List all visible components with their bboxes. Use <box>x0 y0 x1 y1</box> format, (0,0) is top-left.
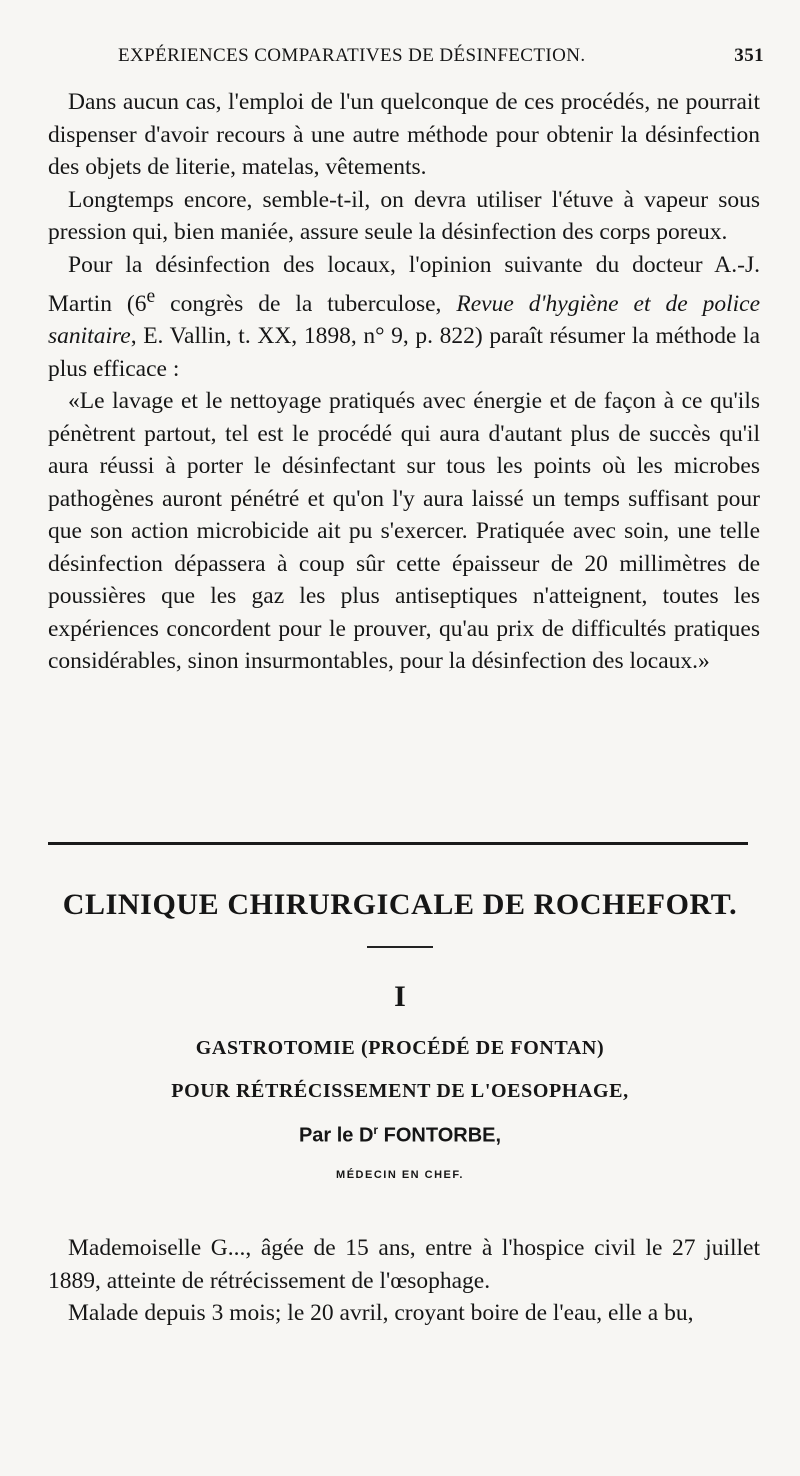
article-number: I <box>394 980 406 1013</box>
bottom-text-block <box>48 1232 760 1330</box>
author-name: FONTORBE, <box>378 1124 502 1147</box>
quotation-paragraph: «Le lavage et le nettoyage pratiqués avec énergie et de façon à ce qu'ils pénètrent partout, tel est le procédé qui aura d'autant plus de succès qu'il aura réussi à porter le désinfectant sur tous les points où les microbes pathogènes auront pénétré et qu'on l'y aura laissé un temps suffisant pour que son action microbicide ait pu s'exercer. Pratiquée avec soin, une telle désinfection dépassera à coup sûr cette épaisseur de 20 millimètres de poussières que les gaz les plus antiseptiques n'atteignent, toutes les expériences concordent pour le prouver, qu'au prix de difficultés pratiques considérables, sinon insurmontables, pour la désinfection des locaux.» <box>48 388 760 675</box>
running-title: EXPÉRIENCES COMPARATIVES DE DÉSINFECTION. <box>118 45 586 66</box>
top-text-block <box>48 86 760 678</box>
short-divider <box>367 946 433 948</box>
byline-superscript: r <box>373 1123 379 1137</box>
paragraph-1: Dans aucun cas, l'emploi de l'un quelconque de ces procédés, ne pourrait dispenser d'avoir recours à une autre méthode pour obtenir la désinfection des objets de literie, matelas, vêtements. <box>48 89 760 180</box>
paragraph-3 <box>48 249 760 386</box>
paragraph-3-part-c: , E. Vallin, t. XX, 1898, n° 9, p. 822) paraît résumer la méthode la plus efficace : <box>48 323 760 382</box>
page-number: 351 <box>734 45 764 66</box>
case-paragraph-2: Malade depuis 3 mois; le 20 avril, croyant boire de l'eau, elle a bu, <box>68 1300 694 1326</box>
case-paragraph-1: Mademoiselle G..., âgée de 15 ans, entre à l'hospice civil le 27 juillet 1889, atteinte de rétrécissement de l'œsophage. <box>48 1235 760 1294</box>
byline <box>0 1123 800 1148</box>
byline-prefix: Par le D <box>298 1124 374 1147</box>
section-title: CLINIQUE CHIRURGICALE DE ROCHEFORT. <box>62 888 738 921</box>
paragraph-2: Longtemps encore, semble-t-il, on devra utiliser l'étuve à vapeur sous pression qui, bien maniée, assure seule la désinfection des corps poreux. <box>48 186 760 245</box>
journal-title: Revue d'hygiène et de police sanitaire <box>48 290 760 350</box>
author-rank: MÉDECIN EN CHEF. <box>336 1169 464 1181</box>
section-divider <box>48 842 748 845</box>
article-title-line-1: GASTROTOMIE (PROCÉDÉ DE FONTAN) <box>195 1037 605 1059</box>
ordinal-superscript: e <box>146 286 156 307</box>
paragraph-3-part-b: congrès de la tuberculose, <box>155 290 457 317</box>
article-title-line-2: POUR RÉTRÉCISSEMENT DE L'OESOPHAGE, <box>171 1080 629 1102</box>
paragraph-3-part-a: Pour la désinfection des locaux, l'opinion suivante du docteur A.-J. Martin (6 <box>48 251 760 317</box>
